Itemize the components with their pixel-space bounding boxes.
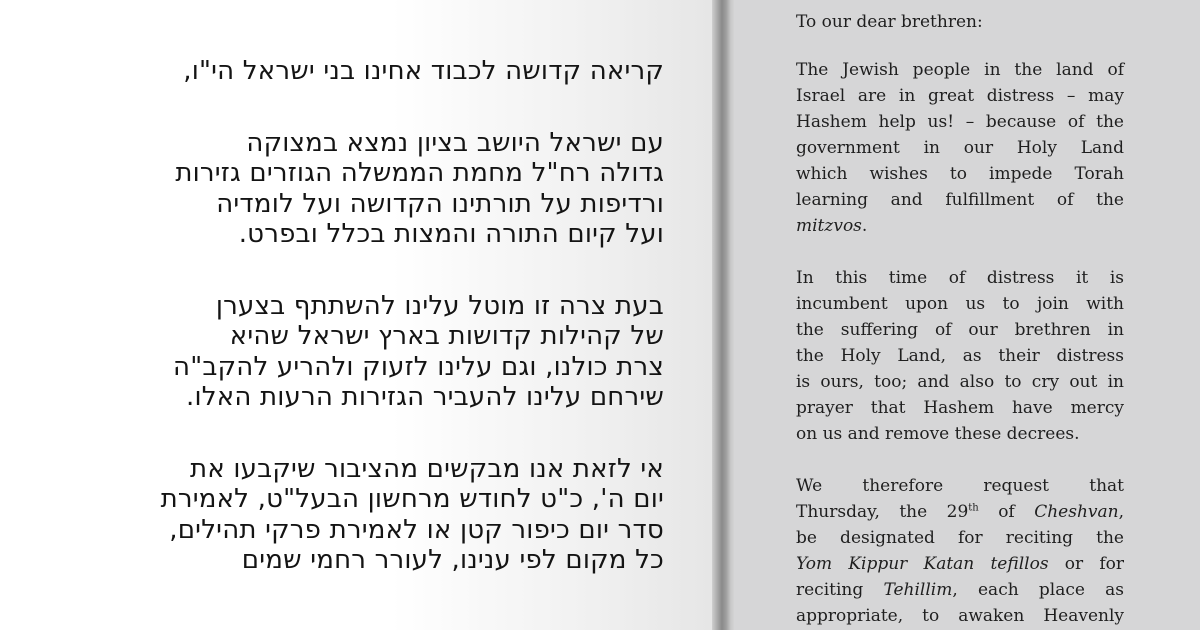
english-p3-line-5: reciting Tehillim, each place as (796, 580, 1124, 600)
english-p1-last-line: mitzvos. (796, 216, 868, 236)
hebrew-paragraph-3: אי לזאת אנו מבקשים מהציבור שיקבעו את יום ה', כ"ט לחודש מרחשון הבעל"ט, לאמירת סדר יום כיפור קטן או לאמירת פרקי תהילים, כל מקום לפי ענינו, לעורר רחמי שמים (160, 453, 664, 575)
english-salutation: To our dear brethren: (796, 12, 983, 32)
english-p3-line-4: Yom Kippur Katan tefillos or for (796, 554, 1124, 574)
page-fold-divider (712, 0, 734, 630)
english-p3-line-2: Thursday, the 29th of Cheshvan, (796, 502, 1124, 522)
hebrew-paragraph-1: עם ישראל היושב בציון נמצא במצוקה גדולה רח"ל מחמת הממשלה הגוזרים גזירות ורדיפות על תורתינו הקדושה ועל לומדיה ועל קיום התורה והמצות בכלל ובפרט. (175, 127, 664, 249)
hebrew-paragraph-2: בעת צרה זו מוטל עלינו להשתתף בצערן של קהילות קדושות בארץ ישראל שהיא צרת כולנו, וגם עלינו לזעוק ולהריע להקב"ה שירחם עלינו להעביר הגזירות הרעות האלו. (173, 290, 664, 412)
hebrew-text (64, 56, 664, 617)
hebrew-heading: קריאה קדושה לכבוד אחינו בני ישראל הי"ו, (183, 56, 664, 86)
english-text (796, 9, 1124, 630)
english-paragraph-1: The Jewish people in the land of Israel are in great distress – may Hashem help us! – because of the government in our Holy Land which wishes to impede Torah learning and fulfillment of the mitzvos. (796, 57, 1124, 239)
english-paragraph-2: In this time of distress it is incumbent upon us to join with the suffering of our brethren in the Holy Land, as their distress is ours, too; and also to cry out in prayer that Hashem have mercy on us and remove these decrees. (796, 268, 1124, 444)
english-paragraph-3: We therefore request that Thursday, the 29th of Cheshvan, be designated for reciting the Yom Kippur Katan tefillos or for reciting Tehillim, each place as appropriate, to awaken Heavenly (796, 476, 1124, 626)
english-column (734, 0, 1200, 630)
